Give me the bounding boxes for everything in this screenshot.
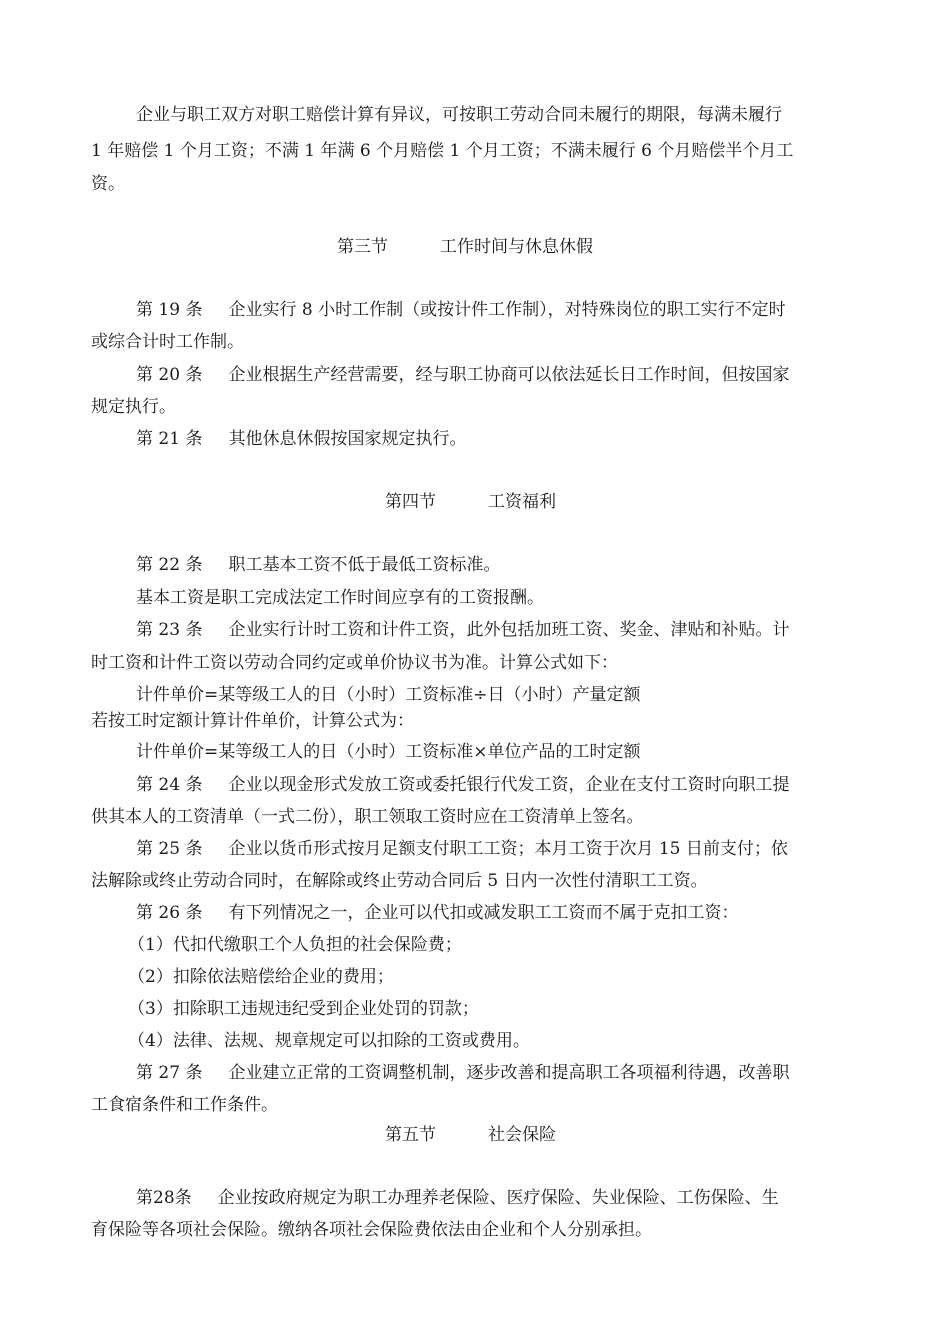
article-text: 职工基本工资不低于最低工资标准。 xyxy=(228,555,501,575)
article-text: 企业以现金形式发放工资或委托银行代发工资，企业在支付工资时向职工提 xyxy=(228,775,790,795)
list-item: （3）扣除职工违规违纪受到企业处罚的罚款； xyxy=(128,999,479,1019)
article-28-line-1 xyxy=(136,1187,779,1209)
section-number: 第四节 xyxy=(385,492,436,512)
section-number: 第五节 xyxy=(385,1125,436,1145)
section-title: 工资福利 xyxy=(488,492,556,512)
article-text: 有下列情况之一，企业可以代扣或减发职工工资而不属于克扣工资： xyxy=(228,903,739,923)
article-24-line-2: 供其本人的工资清单（一式二份），职工领取工资时应在工资清单上签名。 xyxy=(91,807,644,827)
article-26-line-1 xyxy=(136,902,738,924)
list-item: （2）扣除依法赔偿给企业的费用； xyxy=(128,967,394,987)
article-text: 企业以货币形式按月足额支付职工工资；本月工资于次月 15 日前支付；依 xyxy=(228,839,788,859)
article-19-line-2: 或综合计时工作制。 xyxy=(91,332,244,352)
article-text: 企业实行 8 小时工作制（或按计件工作制），对特殊岗位的职工实行不定时 xyxy=(228,300,786,320)
article-number: 第 27 条 xyxy=(136,1063,203,1083)
formula-intro-line: 若按工时定额计算计件单价，计算公式为： xyxy=(91,711,414,731)
article-number: 第 26 条 xyxy=(136,903,203,923)
article-number: 第28条 xyxy=(136,1188,192,1208)
intro-line-3: 资。 xyxy=(91,174,125,194)
section-heading-3 xyxy=(337,236,593,258)
section-title: 工作时间与休息休假 xyxy=(440,237,593,257)
formula-line-1: 计件单价=某等级工人的日（小时）工资标准÷日（小时）产量定额 xyxy=(136,685,641,705)
article-number: 第 25 条 xyxy=(136,839,203,859)
article-number: 第 20 条 xyxy=(136,365,203,385)
section-number: 第三节 xyxy=(337,237,388,257)
intro-line-2: 1 年赔偿 1 个月工资；不满 1 年满 6 个月赔偿 1 个月工资；不满未履行 6 个月赔偿半个月工 xyxy=(91,141,794,161)
list-item: （1）代扣代缴职工个人负担的社会保险费； xyxy=(128,935,462,955)
article-20-line-1 xyxy=(136,364,789,386)
article-text: 其他休息休假按国家规定执行。 xyxy=(228,429,467,449)
article-19-line-1 xyxy=(136,299,786,321)
article-number: 第 22 条 xyxy=(136,555,203,575)
article-number: 第 19 条 xyxy=(136,300,203,320)
article-text: 企业建立正常的工资调整机制，逐步改善和提高职工各项福利待遇，改善职 xyxy=(228,1063,790,1083)
article-text: 企业实行计时工资和计件工资，此外包括加班工资、奖金、津贴和补贴。计 xyxy=(228,620,790,640)
article-number: 第 24 条 xyxy=(136,775,203,795)
article-23-line-1 xyxy=(136,619,789,641)
formula-line-2: 计件单价=某等级工人的日（小时）工资标准×单位产品的工时定额 xyxy=(136,742,641,762)
article-25-line-1 xyxy=(136,838,788,860)
article-27-line-1 xyxy=(136,1062,789,1084)
article-24-line-1 xyxy=(136,774,789,796)
article-22-line-2: 基本工资是职工完成法定工作时间应享有的工资报酬。 xyxy=(136,588,544,608)
article-text: 企业按政府规定为职工办理养老保险、医疗保险、失业保险、工伤保险、生 xyxy=(217,1188,779,1208)
intro-line-1: 企业与职工双方对职工赔偿计算有异议，可按职工劳动合同未履行的期限，每满未履行 xyxy=(136,105,782,125)
section-heading-5 xyxy=(385,1124,556,1146)
article-25-line-2: 法解除或终止劳动合同时，在解除或终止劳动合同后 5 日内一次性付清职工工资。 xyxy=(91,871,708,891)
section-title: 社会保险 xyxy=(488,1125,556,1145)
section-heading-4 xyxy=(385,491,556,513)
article-27-line-2: 工食宿条件和工作条件。 xyxy=(91,1095,278,1115)
article-22-line-1 xyxy=(136,554,500,576)
article-number: 第 21 条 xyxy=(136,429,203,449)
article-23-line-2: 时工资和计件工资以劳动合同约定或单价协议书为准。计算公式如下： xyxy=(91,653,618,673)
article-text: 企业根据生产经营需要，经与职工协商可以依法延长日工作时间，但按国家 xyxy=(228,365,790,385)
article-28-line-2: 育保险等各项社会保险。缴纳各项社会保险费依法由企业和个人分别承担。 xyxy=(91,1220,652,1240)
list-item: （4）法律、法规、规章规定可以扣除的工资或费用。 xyxy=(128,1031,530,1051)
article-20-line-2: 规定执行。 xyxy=(91,397,176,417)
article-21-line-1 xyxy=(136,428,466,450)
article-number: 第 23 条 xyxy=(136,620,203,640)
